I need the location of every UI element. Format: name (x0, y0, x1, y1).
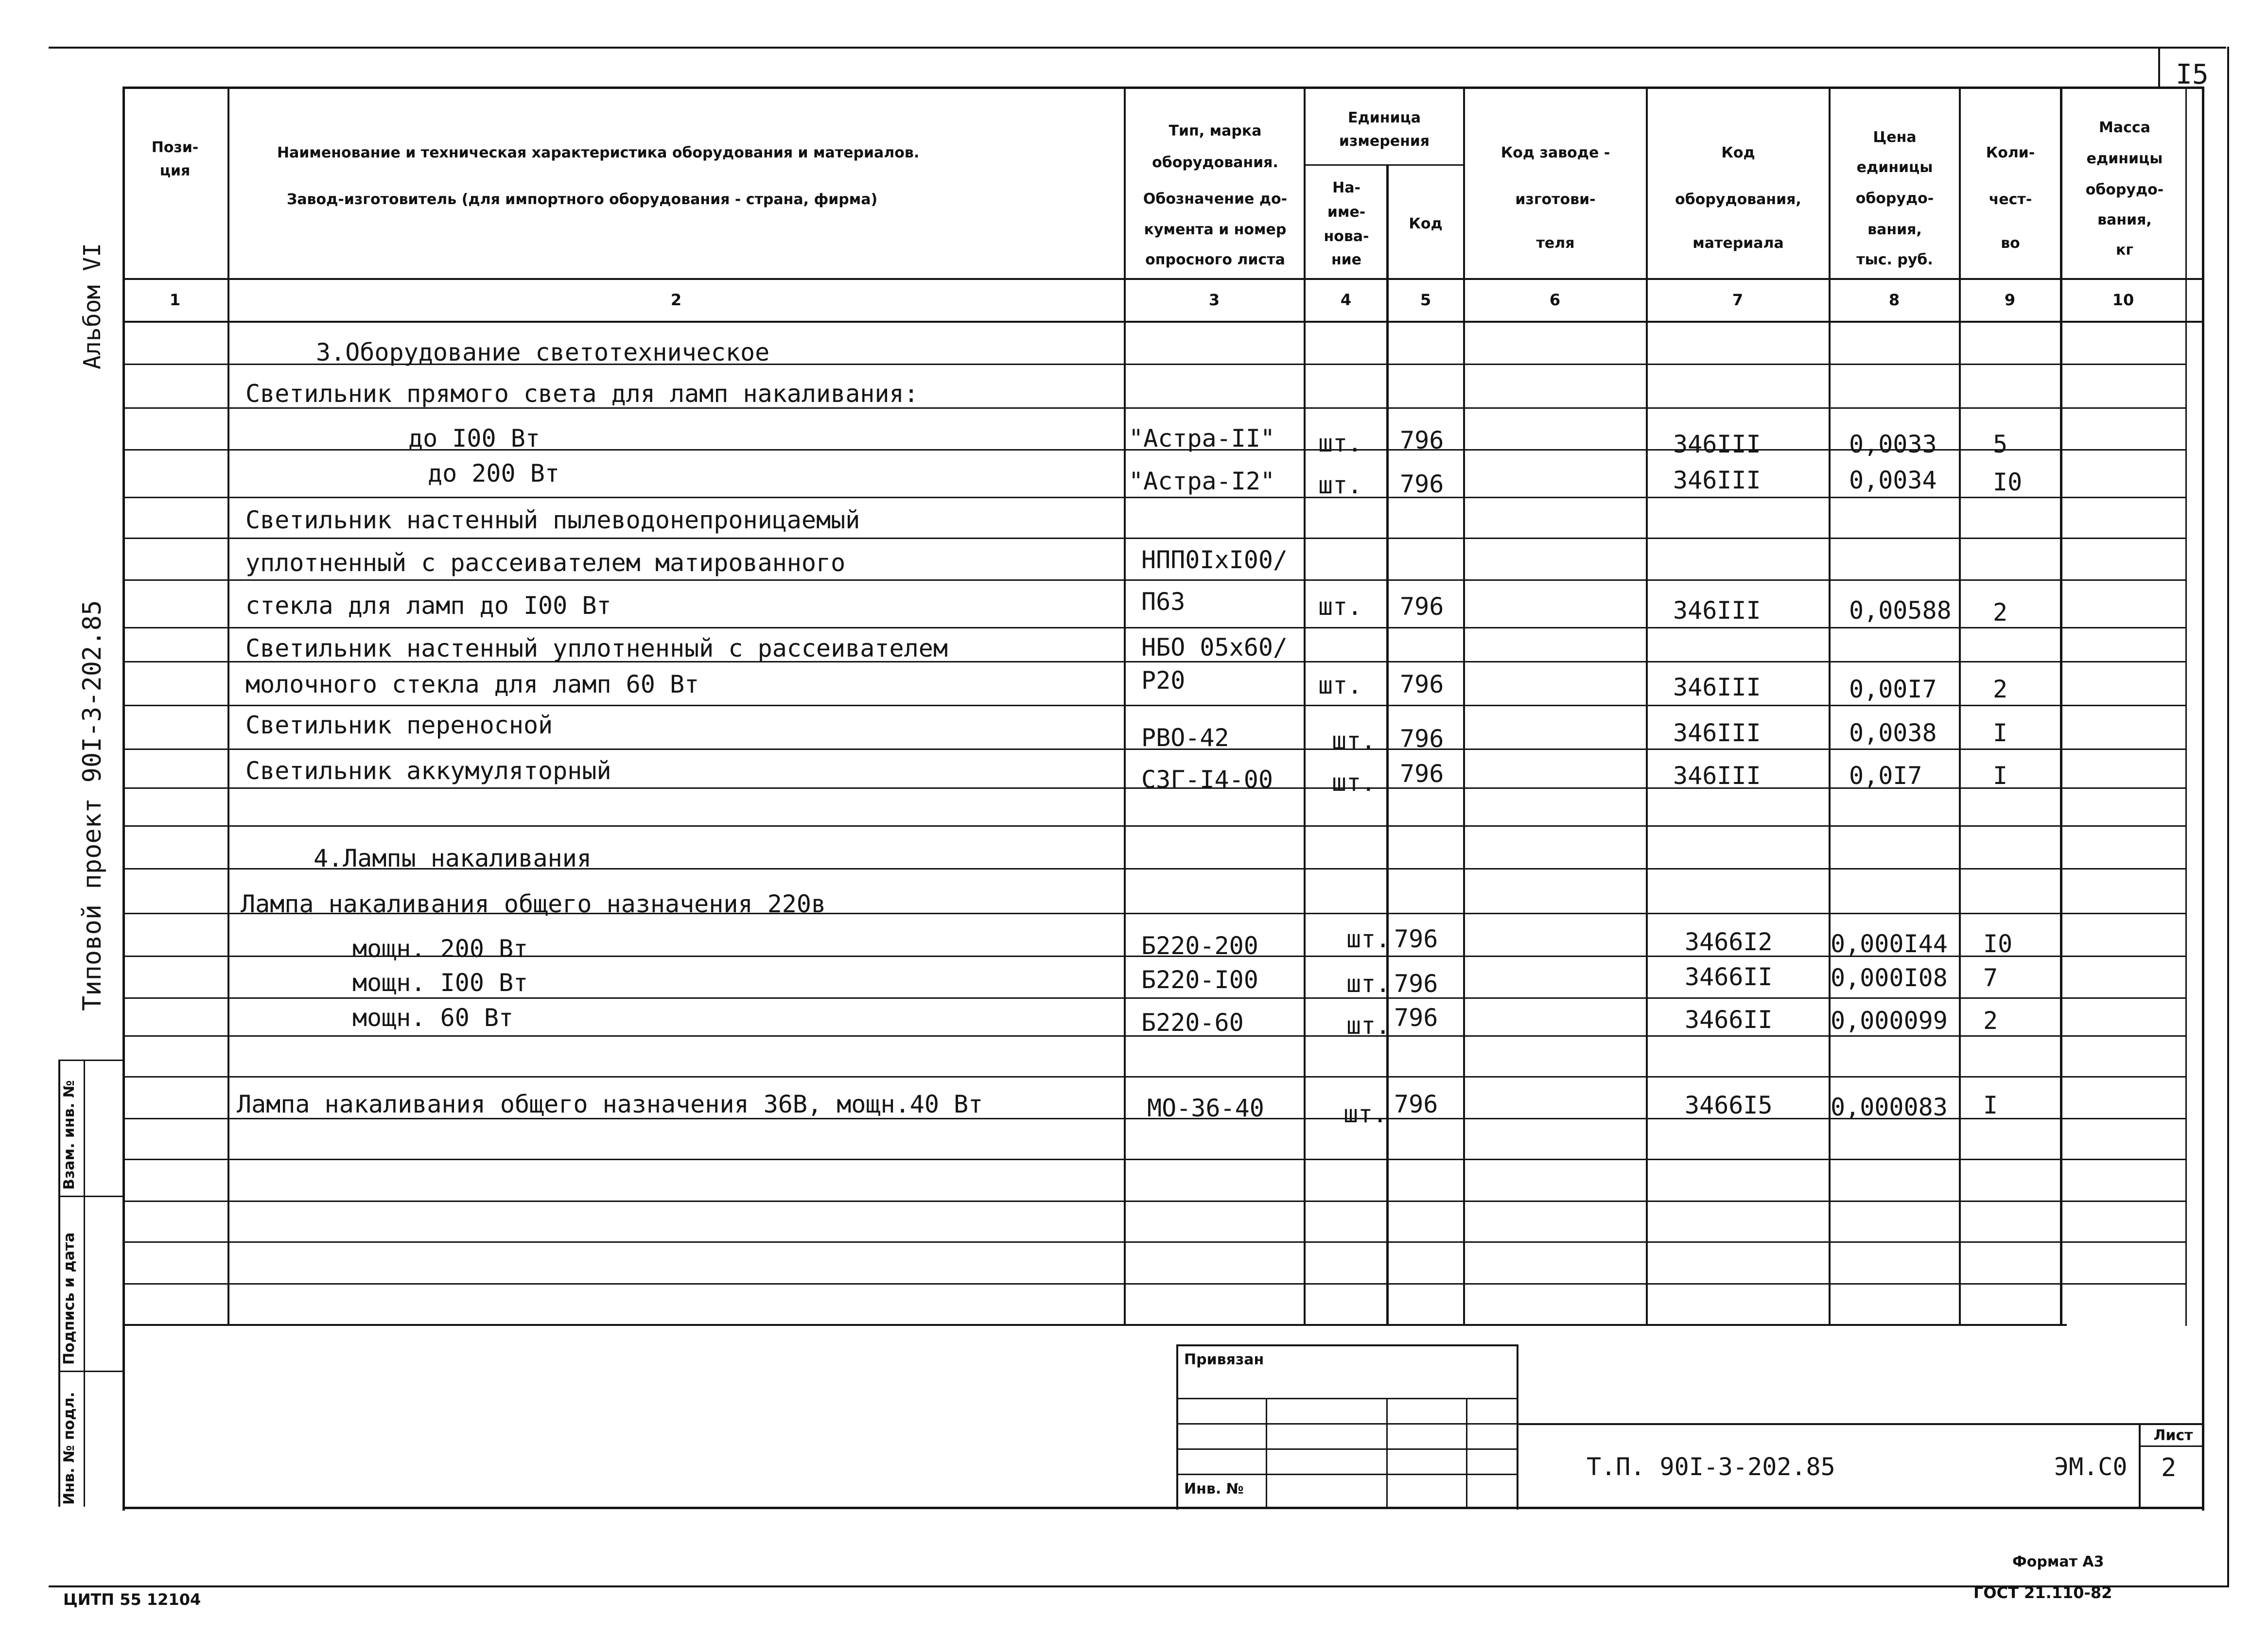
sheet-label: Лист (2153, 1427, 2193, 1444)
stamp-label-signature-date: Подпись и дата (61, 1232, 78, 1365)
inventory-number-label: Инв. № (1184, 1480, 1244, 1497)
header-name-line2: Завод-изготовитель (для импортного оборудования - страна, фирма) (287, 191, 878, 208)
side-album-label: Альбом VI (79, 243, 106, 369)
gost-label: ГОСТ 21.110-82 (1973, 1584, 2112, 1602)
header-name-line1: Наименование и техническая характеристика оборудования и материалов. (277, 144, 920, 161)
stamp-label-replaced-inv: Взам. инв. № (61, 1080, 78, 1190)
side-project-label: Типовой проект 90I-3-202.85 (78, 600, 107, 1011)
document-mark: ЭМ.С0 (2054, 1453, 2128, 1481)
format-label: Формат А3 (2012, 1553, 2104, 1570)
table-row-name: Светильник настенный пылеводонепроницаемый (245, 506, 860, 534)
header-position: Пози-ция (151, 139, 199, 179)
table-row-name: Светильник прямого света для ламп накаливания: (245, 380, 919, 408)
section-title-lamps: 4.Лампы накаливания (314, 844, 592, 872)
table-row-name: Лампа накаливания общего назначения 220в (241, 890, 826, 918)
document-code: Т.П. 90I-3-202.85 (1587, 1453, 1835, 1481)
org-code: ЦИТП 55 12104 (63, 1590, 201, 1609)
section-title-lighting: 3.Оборудование светотехническое (316, 338, 770, 366)
header-unit-code: Код (1409, 215, 1443, 232)
linked-label: Привязан (1184, 1351, 1264, 1368)
stamp-label-original-inv: Инв. № подл. (61, 1392, 78, 1505)
sheet-value: 2 (2161, 1453, 2177, 1482)
sheet-number: I5 (2176, 59, 2209, 90)
